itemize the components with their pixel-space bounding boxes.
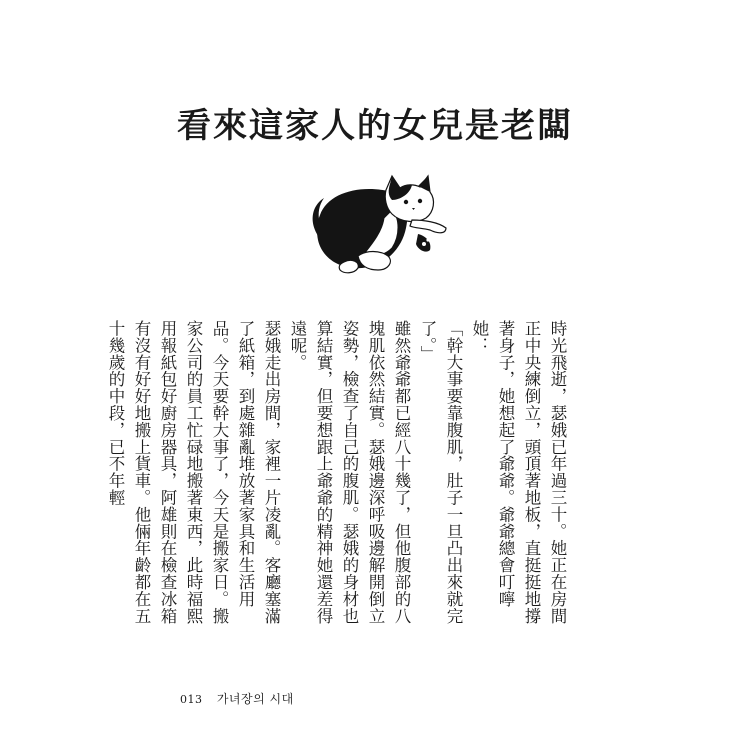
book-title: 가녀장의 시대 [216, 692, 294, 706]
main-text-vertical [106, 320, 570, 635]
page-number: 013 [180, 693, 203, 706]
paragraph-3: 雖然爺爺都已經八十幾了，但他腹部的八塊肌依然結實。瑟娥邊深呼吸邊解開倒立姿勢，檢查了自己的腹肌。瑟娥的身材也算結實，但要想跟上爺爺的精神她還差得遠呢。 [288, 320, 411, 625]
cat-illustration-icon [300, 170, 450, 280]
paragraph-1: 時光飛逝，瑟娥已年過三十。她正在房間正中央練倒立，頭頂著地板，直挺挺地撐著身子，她想起了爺爺。爺爺總會叮嚀她： [470, 320, 567, 625]
chapter-title: 看來這家人的女兒是老闆 [177, 105, 573, 146]
paragraph-2: 「幹大事要靠腹肌，肚子一旦凸出來就完了。」 [418, 320, 463, 625]
paragraph-4: 瑟娥走出房間，家裡一片凌亂。客廳塞滿了紙箱，到處雜亂堆放著家具和生活用品。今天要幹大事了，今天是搬家日。搬家公司的員工忙碌地搬著東西，此時福熙用報紙包好廚房器具，阿雄則在檢查冰箱有沒有好好地搬上貨車。他倆年齡都在五十幾歲的中段，已不年輕 [106, 320, 281, 625]
page-footer [180, 690, 294, 707]
